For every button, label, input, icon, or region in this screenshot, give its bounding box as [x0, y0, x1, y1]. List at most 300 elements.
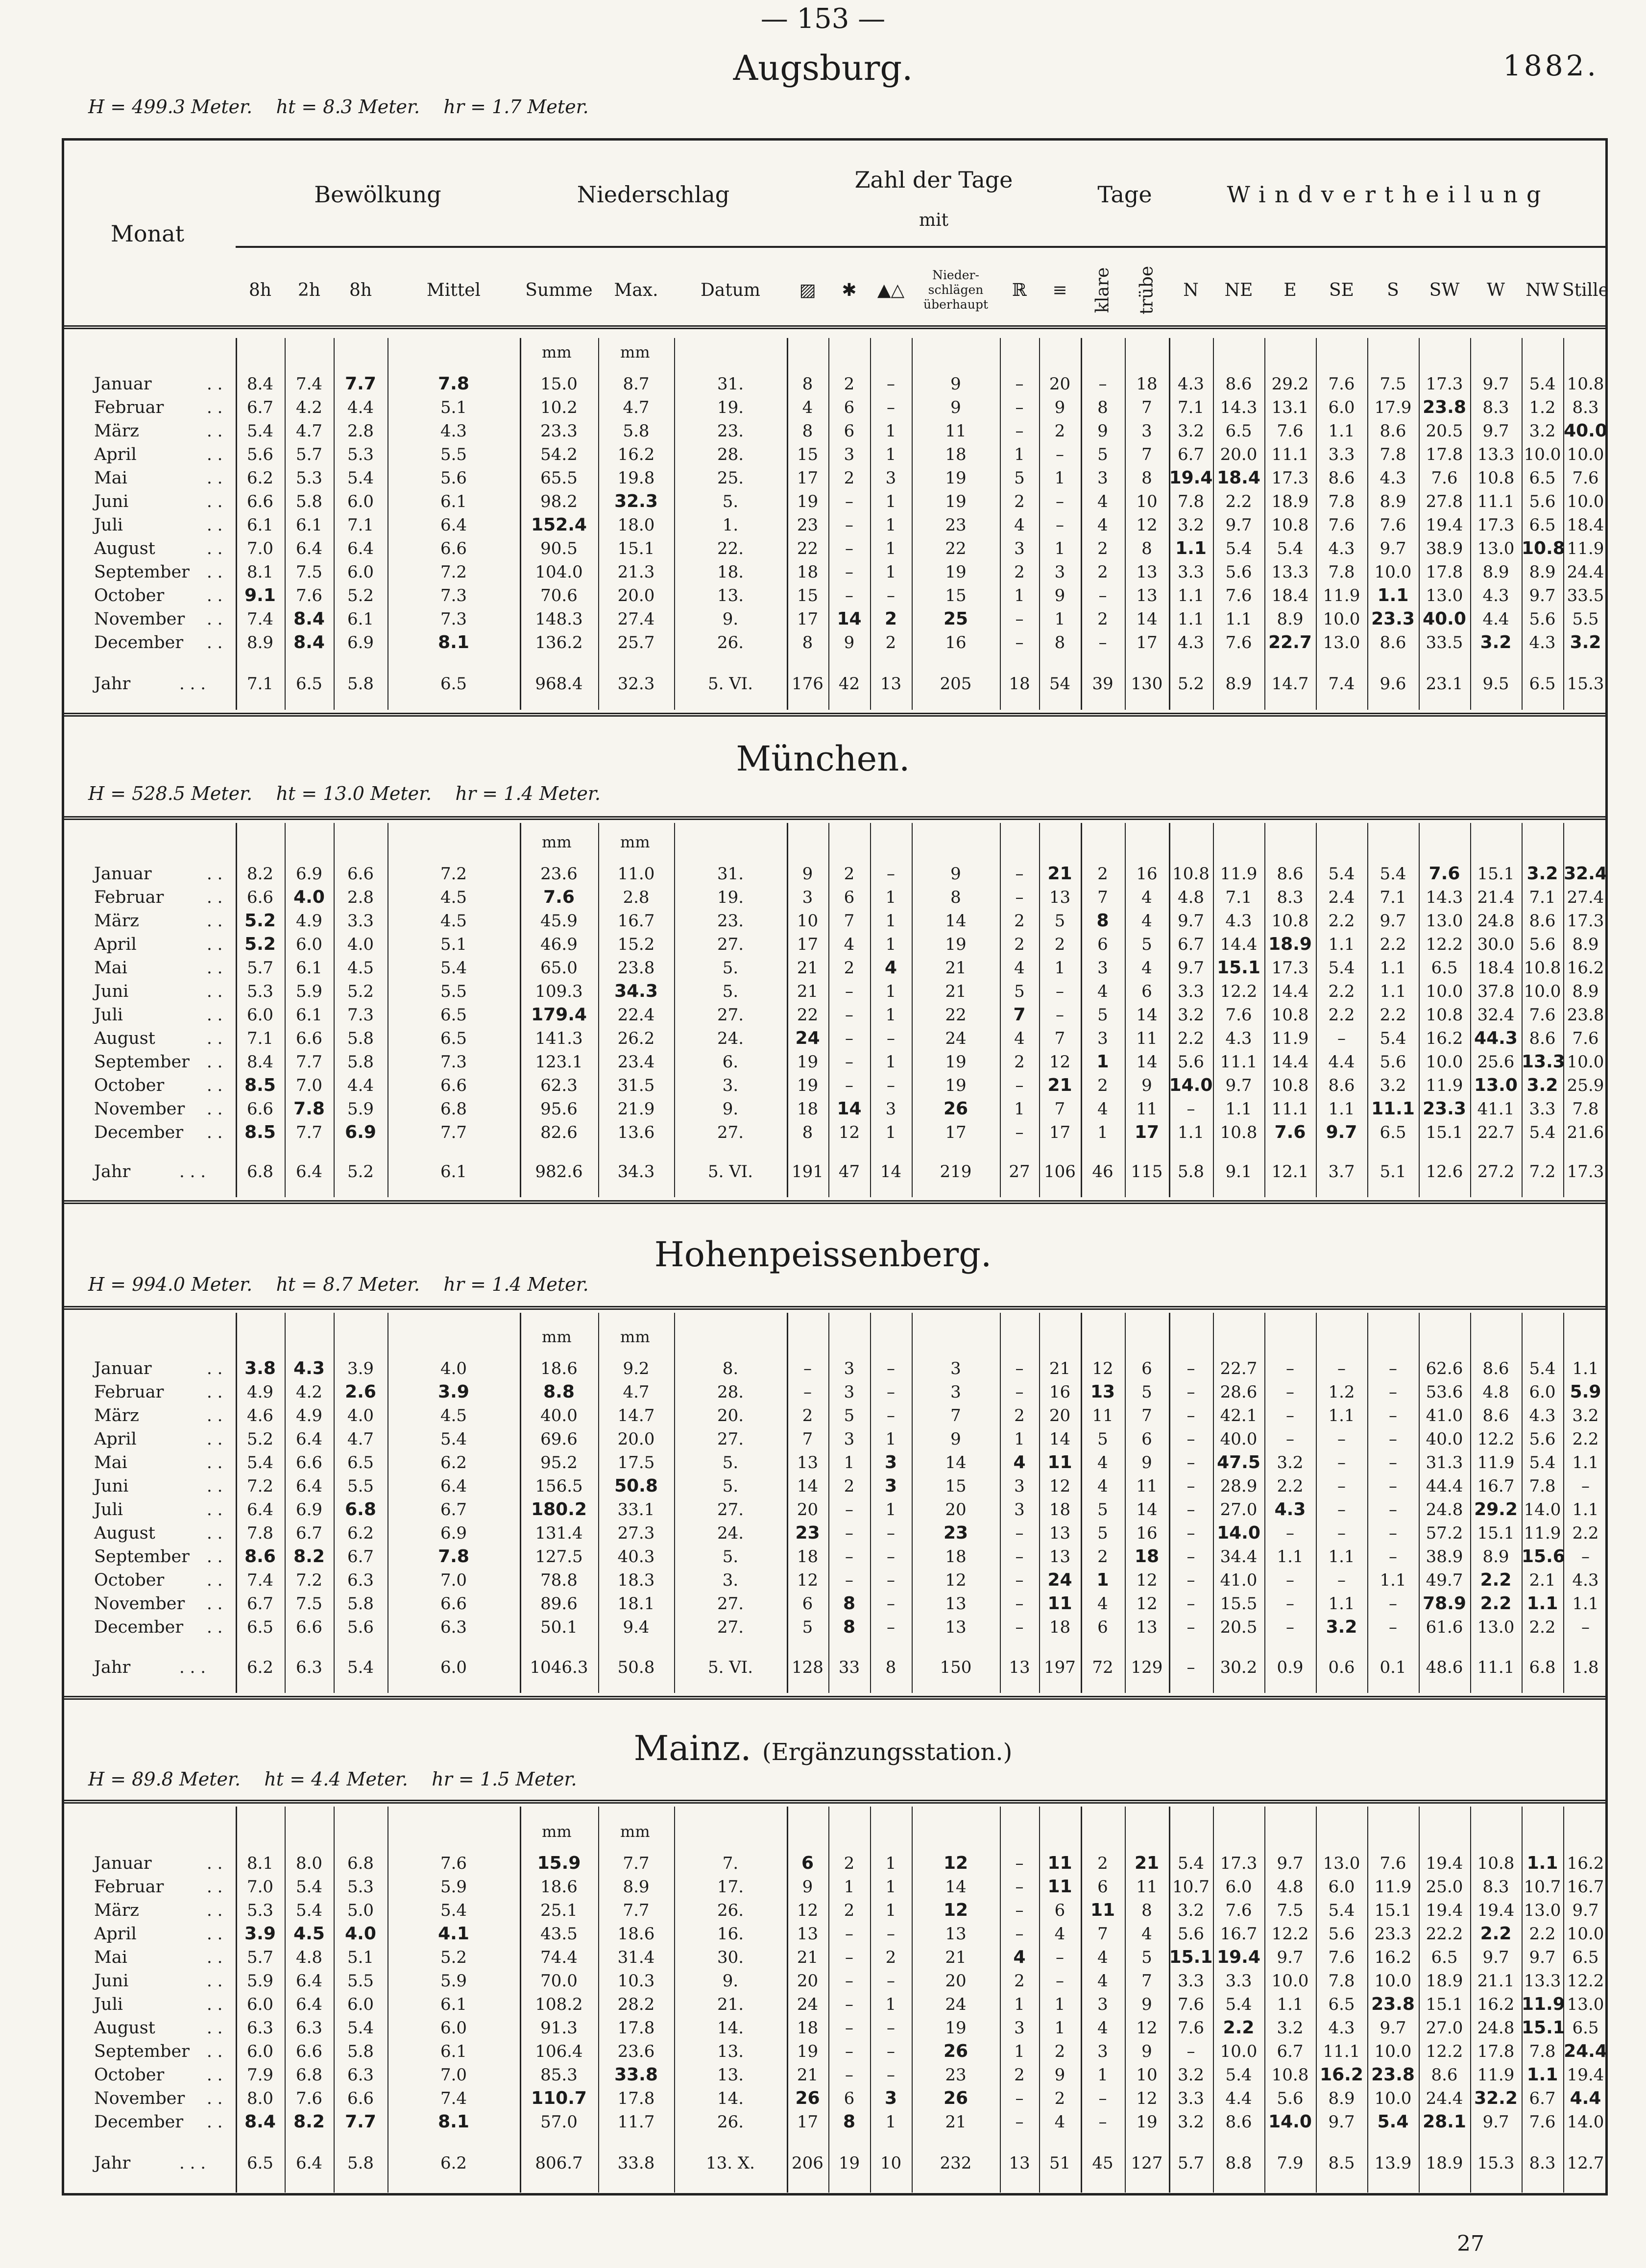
- value-cell: 7.5: [1277, 1901, 1304, 1920]
- value-cell: 10.0: [1567, 1924, 1604, 1944]
- station-table-2: [62, 1357, 1608, 1639]
- value-cell: –: [1015, 888, 1024, 907]
- value-cell: 4: [1097, 1971, 1108, 1991]
- value-cell: 40.3: [617, 1547, 655, 1567]
- value-cell: 9: [844, 633, 855, 652]
- year-label: 1882.: [1502, 49, 1599, 82]
- table-row: [62, 560, 1608, 584]
- value-cell: 13.: [717, 2065, 744, 2085]
- month-dots: . .: [207, 1123, 223, 1142]
- value-cell: 2: [1097, 609, 1108, 629]
- value-cell: 78.9: [1423, 1593, 1466, 1614]
- value-cell: 1.1: [1328, 1547, 1355, 1567]
- value-cell: 2.2: [1480, 1593, 1512, 1614]
- station-H-3: H = 89.8 Meter.: [88, 1768, 241, 1790]
- value-cell: 5.4: [1529, 1359, 1556, 1378]
- value-cell: 3: [844, 1429, 855, 1449]
- value-cell: 7.9: [246, 2065, 274, 2085]
- col-overcast-days: trübe: [1137, 265, 1157, 314]
- year-total-cell: 51: [1049, 2153, 1071, 2173]
- value-cell: 9.7: [1277, 1948, 1304, 1967]
- value-cell: 6.2: [347, 1523, 374, 1543]
- month-label: November: [94, 609, 185, 629]
- year-total-cell: 9.1: [1225, 1162, 1252, 1182]
- value-cell: 3.2: [1177, 421, 1205, 441]
- value-cell: 29.2: [1474, 1499, 1518, 1520]
- year-total-cell: 15.3: [1477, 2153, 1515, 2173]
- value-cell: 6.0: [246, 1995, 274, 2014]
- value-cell: 8.1: [438, 632, 469, 652]
- value-cell: 18.: [717, 562, 744, 582]
- year-total-cell: 34.3: [617, 1162, 655, 1182]
- value-cell: 1: [885, 539, 896, 558]
- value-cell: 4.7: [295, 421, 323, 441]
- value-cell: 9.7: [1326, 1122, 1357, 1142]
- value-cell: 30.: [717, 1948, 744, 1967]
- value-cell: –: [1286, 1429, 1294, 1449]
- value-cell: 2: [1014, 1406, 1025, 1425]
- value-cell: 12: [943, 1853, 968, 1873]
- value-cell: 4.0: [293, 887, 325, 907]
- value-cell: 5.2: [246, 1429, 274, 1449]
- value-cell: 13: [1049, 888, 1071, 907]
- value-cell: –: [1186, 1359, 1195, 1378]
- value-cell: 23: [797, 515, 819, 535]
- value-cell: 17: [1049, 1123, 1071, 1142]
- value-cell: 5.: [722, 1453, 739, 1472]
- value-cell: 10.0: [1567, 1052, 1604, 1072]
- value-cell: 22: [797, 539, 819, 558]
- value-cell: 28.9: [1220, 1476, 1258, 1496]
- col-precip-days: Nieder-schlägen überhaupt: [923, 268, 988, 312]
- value-cell: 27.4: [617, 609, 655, 629]
- value-cell: –: [887, 1594, 895, 1614]
- station-hr-2: hr = 1.4 Meter.: [443, 1274, 589, 1295]
- value-cell: –: [1098, 633, 1107, 652]
- value-cell: 12: [945, 1570, 967, 1590]
- value-cell: 19.: [717, 888, 744, 907]
- value-cell: 22.7: [1220, 1359, 1258, 1378]
- value-cell: 7.: [722, 1854, 739, 1873]
- month-dots: . .: [207, 1971, 223, 1991]
- value-cell: 6.3: [347, 1570, 374, 1590]
- value-cell: 19: [945, 468, 967, 488]
- value-cell: 9.7: [1529, 1948, 1556, 1967]
- value-cell: 4.4: [1482, 609, 1509, 629]
- month-dots: . .: [207, 1617, 223, 1637]
- value-cell: –: [1389, 1500, 1397, 1520]
- value-cell: 1.1: [1572, 1500, 1599, 1520]
- value-cell: 5.7: [246, 958, 274, 978]
- value-cell: –: [1389, 1453, 1397, 1472]
- value-cell: 1: [885, 1854, 896, 1873]
- value-cell: 12: [797, 1570, 819, 1590]
- value-cell: –: [887, 1029, 895, 1048]
- value-cell: 13.0: [1524, 1901, 1561, 1920]
- value-cell: 7.7: [295, 1052, 323, 1072]
- value-cell: 4: [1097, 2018, 1108, 2038]
- value-cell: 9: [1141, 1995, 1152, 2014]
- value-cell: 5.3: [347, 1877, 374, 1897]
- value-cell: –: [1337, 1453, 1346, 1472]
- value-cell: 5.4: [1529, 1453, 1556, 1472]
- value-cell: 1.1: [1380, 1570, 1406, 1590]
- month-label: Mai: [94, 1948, 127, 1967]
- value-cell: –: [887, 1570, 895, 1590]
- year-total-cell: 12.1: [1271, 1162, 1309, 1182]
- value-cell: 10.8: [1477, 1854, 1515, 1873]
- value-cell: –: [1015, 1854, 1024, 1873]
- value-cell: 14: [1136, 1005, 1158, 1025]
- value-cell: 6.5: [1572, 2018, 1599, 2038]
- value-cell: 3.3: [347, 911, 374, 931]
- month-label: Mai: [94, 468, 127, 488]
- value-cell: 24.8: [1426, 1500, 1463, 1520]
- value-cell: –: [1098, 374, 1107, 394]
- value-cell: 8: [1141, 468, 1152, 488]
- value-cell: 23.4: [617, 1052, 655, 1072]
- value-cell: 1: [885, 562, 896, 582]
- month-label: Juli: [94, 1500, 123, 1520]
- table-row: [62, 1568, 1608, 1592]
- value-cell: 6.5: [440, 1029, 467, 1048]
- year-total-cell: 6.2: [440, 2153, 467, 2173]
- value-cell: 1: [885, 935, 896, 954]
- year-total-cell: 5.4: [347, 1658, 374, 1677]
- value-cell: 5: [1141, 1948, 1152, 1967]
- value-cell: 11.9: [1426, 1076, 1463, 1095]
- value-cell: 8: [1141, 1901, 1152, 1920]
- value-cell: –: [845, 586, 853, 605]
- value-cell: 4.5: [293, 1924, 325, 1944]
- value-cell: 4: [1141, 911, 1152, 931]
- value-cell: 1: [1054, 958, 1065, 978]
- year-total-cell: 42: [838, 674, 860, 694]
- value-cell: 10.0: [1524, 445, 1561, 464]
- section-rule-2: [62, 1200, 1608, 1204]
- year-total-cell: 13: [1009, 1658, 1030, 1677]
- value-cell: 14: [1136, 609, 1158, 629]
- value-cell: 5: [1014, 468, 1025, 488]
- value-cell: 8: [1096, 911, 1109, 931]
- year-total-cell: 982.6: [535, 1162, 583, 1182]
- value-cell: 6: [1097, 935, 1108, 954]
- value-cell: 13: [1049, 1523, 1071, 1543]
- value-cell: 24.8: [1477, 911, 1515, 931]
- col-monat: Monat: [110, 220, 185, 247]
- value-cell: 1.1: [1175, 538, 1207, 558]
- value-cell: 21: [1134, 1853, 1160, 1873]
- table-row: [62, 1969, 1608, 1993]
- value-cell: 3.2: [1177, 1005, 1205, 1025]
- value-cell: 2.1: [1529, 1570, 1556, 1590]
- year-total-cell: 33: [838, 1658, 860, 1677]
- value-cell: 3: [844, 445, 855, 464]
- value-cell: 15: [945, 1476, 967, 1496]
- value-cell: 6.0: [1328, 1877, 1355, 1897]
- value-cell: 15.2: [617, 935, 655, 954]
- value-cell: 19.4: [1477, 1901, 1515, 1920]
- station-table-3: [62, 1852, 1608, 2134]
- value-cell: 156.5: [535, 1476, 583, 1496]
- value-cell: –: [1186, 1594, 1195, 1614]
- value-cell: 5.4: [1225, 539, 1252, 558]
- value-cell: 3.2: [1177, 2112, 1205, 2132]
- value-cell: 23.3: [1423, 1099, 1466, 1119]
- value-cell: 8.0: [246, 2089, 274, 2108]
- value-cell: 4: [1141, 958, 1152, 978]
- value-cell: 5.6: [1529, 935, 1556, 954]
- value-cell: 4: [1097, 1453, 1108, 1472]
- value-cell: 8.2: [246, 864, 274, 884]
- value-cell: –: [803, 1359, 812, 1378]
- value-cell: 5.9: [246, 1971, 274, 1991]
- month-dots: . .: [207, 1029, 223, 1048]
- year-total-cell: 5.8: [347, 2153, 374, 2173]
- value-cell: –: [1337, 1429, 1346, 1449]
- value-cell: 14.0: [1567, 2112, 1604, 2132]
- value-cell: 4.3: [1380, 468, 1406, 488]
- value-cell: –: [1389, 1429, 1397, 1449]
- value-cell: 15.1: [1477, 1523, 1515, 1543]
- value-cell: 13.0: [1477, 539, 1515, 558]
- value-cell: 32.4: [1477, 1005, 1515, 1025]
- value-cell: 6.1: [295, 1005, 323, 1025]
- value-cell: 5.5: [347, 1476, 374, 1496]
- station-table-0: [62, 372, 1608, 654]
- value-cell: 9.7: [1225, 1076, 1252, 1095]
- value-cell: 1.1: [1177, 586, 1205, 605]
- value-cell: 7: [1097, 888, 1108, 907]
- value-cell: 41.0: [1220, 1570, 1258, 1590]
- value-cell: 8.1: [246, 562, 274, 582]
- value-cell: 18: [1049, 1617, 1071, 1637]
- value-cell: 17.3: [1477, 515, 1515, 535]
- year-total-cell: 8.5: [1328, 2153, 1355, 2173]
- value-cell: –: [1015, 633, 1024, 652]
- value-cell: 16.2: [1477, 1995, 1515, 2014]
- value-cell: 28.: [717, 445, 744, 464]
- value-cell: 5.4: [440, 1429, 467, 1449]
- month-dots: . .: [207, 562, 223, 582]
- station-H-2: H = 994.0 Meter.: [88, 1274, 253, 1295]
- value-cell: 9: [802, 864, 813, 884]
- value-cell: 8.2: [293, 2112, 325, 2132]
- year-total-cell: 5.1: [1380, 1162, 1406, 1182]
- month-label: Januar: [94, 374, 152, 394]
- value-cell: 40.0: [1564, 421, 1607, 441]
- value-cell: 5.4: [440, 1901, 467, 1920]
- value-cell: 1.1: [1526, 1593, 1558, 1614]
- year-total-cell: 8: [885, 1658, 896, 1677]
- value-cell: 1.1: [1377, 585, 1409, 605]
- value-cell: 27.4: [1567, 888, 1604, 907]
- value-cell: 5.5: [347, 1971, 374, 1991]
- value-cell: 5.6: [1225, 562, 1252, 582]
- month-label: Januar: [94, 864, 152, 884]
- value-cell: 10.8: [1220, 1123, 1258, 1142]
- value-cell: 14: [1049, 1429, 1071, 1449]
- value-cell: 3: [884, 2088, 897, 2108]
- value-cell: 13.3: [1524, 1971, 1561, 1991]
- year-total-cell: 1046.3: [530, 1658, 588, 1677]
- value-cell: 4.8: [1277, 1877, 1304, 1897]
- value-cell: 2.6: [345, 1382, 376, 1402]
- value-cell: 8.6: [1482, 1359, 1509, 1378]
- value-cell: –: [1015, 2089, 1024, 2108]
- value-cell: –: [887, 586, 895, 605]
- value-cell: 22.: [717, 539, 744, 558]
- value-cell: 3: [950, 1382, 961, 1402]
- value-cell: 10.8: [1172, 864, 1210, 884]
- value-cell: 9.: [722, 609, 739, 629]
- value-cell: 18.0: [617, 515, 655, 535]
- value-cell: 7.1: [1529, 888, 1556, 907]
- year-total-cell: 6.2: [246, 1658, 274, 1677]
- value-cell: 4.3: [1274, 1499, 1306, 1520]
- value-cell: 8.3: [1572, 398, 1599, 417]
- value-cell: –: [1389, 1406, 1397, 1425]
- year-total-cell: 6.5: [295, 674, 323, 694]
- value-cell: 23.: [717, 421, 744, 441]
- value-cell: 3: [844, 1359, 855, 1378]
- month-dots: . .: [207, 1854, 223, 1873]
- value-cell: 13: [797, 1453, 819, 1472]
- value-cell: –: [845, 539, 853, 558]
- value-cell: 6.1: [295, 958, 323, 978]
- year-total-cell: 13.9: [1374, 2153, 1412, 2173]
- value-cell: 6.1: [295, 515, 323, 535]
- month-dots: . .: [207, 398, 223, 417]
- value-cell: 2: [844, 958, 855, 978]
- value-cell: 1.1: [1277, 1995, 1304, 2014]
- value-cell: 6.0: [246, 2042, 274, 2061]
- value-cell: 123.1: [535, 1052, 583, 1072]
- value-cell: 8: [802, 421, 813, 441]
- value-cell: 5.3: [347, 445, 374, 464]
- value-cell: 18.6: [540, 1359, 578, 1378]
- year-total-cell: 8.8: [1225, 2153, 1252, 2173]
- value-cell: 14.0: [1169, 1075, 1213, 1095]
- value-cell: 11.9: [1524, 1523, 1561, 1543]
- value-cell: 3.2: [1177, 1901, 1205, 1920]
- value-cell: –: [887, 2018, 895, 2038]
- value-cell: 2: [844, 1476, 855, 1496]
- value-cell: 7.3: [440, 609, 467, 629]
- value-cell: 18.4: [1567, 515, 1604, 535]
- value-cell: –: [845, 1029, 853, 1048]
- value-cell: 9.: [722, 1971, 739, 1991]
- value-cell: 7.4: [295, 374, 323, 394]
- value-cell: 1.1: [1380, 982, 1406, 1001]
- value-cell: 42.1: [1220, 1406, 1258, 1425]
- value-cell: 5.9: [440, 1877, 467, 1897]
- value-cell: 2: [1097, 1854, 1108, 1873]
- value-cell: 8.6: [1529, 1029, 1556, 1048]
- value-cell: 15.5: [1220, 1594, 1258, 1614]
- station-table-1: [62, 862, 1608, 1144]
- value-cell: –: [1186, 1453, 1195, 1472]
- value-cell: 1.1: [1277, 1547, 1304, 1567]
- value-cell: 7.8: [293, 1099, 325, 1119]
- value-cell: 6.0: [1529, 1382, 1556, 1402]
- value-cell: 17.3: [1567, 911, 1604, 931]
- value-cell: 7.2: [440, 864, 467, 884]
- value-cell: 21: [797, 958, 819, 978]
- value-cell: 12: [1049, 1476, 1071, 1496]
- value-cell: 12.2: [1220, 982, 1258, 1001]
- value-cell: 20.: [717, 1406, 744, 1425]
- value-cell: 26: [943, 2041, 968, 2061]
- value-cell: 8.6: [1380, 421, 1406, 441]
- value-cell: 1: [1014, 586, 1025, 605]
- value-cell: 6.7: [1177, 445, 1205, 464]
- value-cell: 2: [885, 1948, 896, 1967]
- value-cell: 5.4: [1529, 374, 1556, 394]
- value-cell: 4: [1013, 1452, 1026, 1472]
- value-cell: 1: [885, 1500, 896, 1520]
- month-label: October: [94, 586, 165, 605]
- value-cell: 21.3: [617, 562, 655, 582]
- value-cell: 6.6: [347, 2089, 374, 2108]
- value-cell: 69.6: [540, 1429, 578, 1449]
- value-cell: 2.2: [1328, 911, 1355, 931]
- value-cell: –: [1015, 421, 1024, 441]
- year-total-dots: . . .: [179, 1658, 206, 1677]
- value-cell: 7.1: [246, 1029, 274, 1048]
- station-heights-1: [88, 783, 601, 804]
- year-total-cell: 8.3: [1529, 2153, 1556, 2173]
- year-total-cell: 806.7: [535, 2153, 583, 2173]
- value-cell: 5.6: [1529, 609, 1556, 629]
- value-cell: 8: [802, 633, 813, 652]
- month-dots: . .: [207, 1406, 223, 1425]
- col-e: E: [1283, 280, 1297, 300]
- value-cell: 15: [797, 445, 819, 464]
- value-cell: –: [1056, 515, 1064, 535]
- value-cell: 7: [950, 1406, 961, 1425]
- value-cell: 7.8: [1529, 2042, 1556, 2061]
- value-cell: 2.2: [1572, 1523, 1599, 1543]
- value-cell: 32.2: [1474, 2088, 1518, 2108]
- value-cell: 17.5: [617, 1453, 655, 1472]
- month-label: September: [94, 562, 190, 582]
- value-cell: 7.4: [440, 2089, 467, 2108]
- value-cell: –: [887, 374, 895, 394]
- value-cell: 1.2: [1328, 1382, 1355, 1402]
- value-cell: 2.2: [1223, 2018, 1255, 2038]
- value-cell: –: [1015, 1617, 1024, 1637]
- year-total-cell: 39: [1092, 674, 1113, 694]
- value-cell: 5.2: [440, 1948, 467, 1967]
- value-cell: 11: [1136, 1099, 1158, 1119]
- value-cell: –: [1015, 398, 1024, 417]
- value-cell: 89.6: [540, 1594, 578, 1614]
- value-cell: 17.9: [1374, 398, 1412, 417]
- value-cell: 38.9: [1426, 1547, 1463, 1567]
- month-label: November: [94, 2089, 185, 2108]
- value-cell: 17: [797, 468, 819, 488]
- value-cell: 15: [797, 586, 819, 605]
- value-cell: 5.6: [1177, 1052, 1205, 1072]
- value-cell: 5.7: [246, 1948, 274, 1967]
- value-cell: 32.4: [1564, 864, 1607, 884]
- value-cell: 4.5: [347, 958, 374, 978]
- value-cell: 4: [1014, 515, 1025, 535]
- month-label: Februar: [94, 888, 164, 907]
- value-cell: 1: [885, 1123, 896, 1142]
- value-cell: –: [1186, 1500, 1195, 1520]
